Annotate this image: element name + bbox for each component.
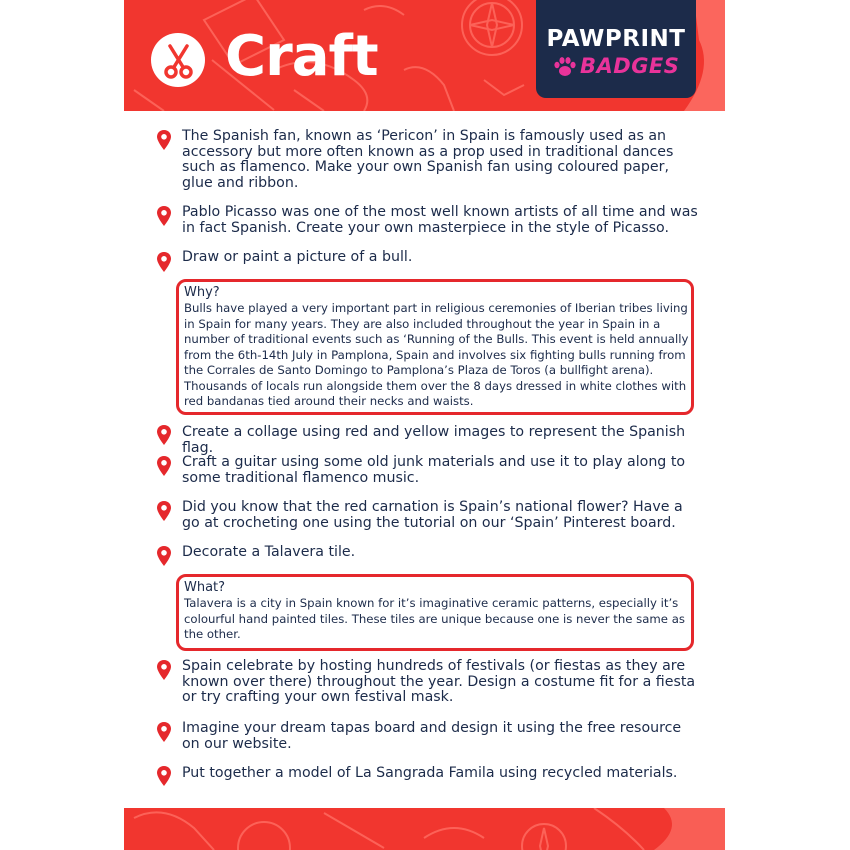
logo-text-pawprint: PAWPRINT (546, 26, 686, 52)
info-box-what (176, 574, 694, 651)
map-pin-icon (156, 500, 172, 522)
map-pin-icon (156, 424, 172, 446)
scissors-icon (151, 33, 205, 87)
scissors-badge (151, 33, 205, 87)
list-item: Create a collage using red and yellow images to represent the Spanish flag. (182, 424, 686, 456)
info-box-text: Talavera is a city in Spain known for it’s imaginative ceramic patterns, especially it’s colourful hand painted tiles. These tiles are unique because one is never the same as the other. (184, 596, 685, 641)
info-box-why (176, 279, 694, 415)
footer-doodles (124, 808, 725, 850)
map-pin-icon (156, 205, 172, 227)
list-item: Pablo Picasso was one of the most well known artists of all time and was in fact Spanish. Create your own masterpiece in the style of Picasso. (182, 204, 698, 236)
page-title: Craft (225, 24, 378, 89)
footer-banner (124, 808, 725, 850)
map-pin-icon (156, 721, 172, 743)
list-item: Craft a guitar using some old junk materials and use it to play along to some traditional flamenco music. (182, 454, 686, 486)
list-item: Put together a model of La Sangrada Famila using recycled materials. (182, 765, 678, 781)
map-pin-icon (156, 251, 172, 273)
list-item: Draw or paint a picture of a bull. (182, 249, 413, 265)
list-item: Decorate a Talavera tile. (182, 544, 356, 560)
list-item: Did you know that the red carnation is Spain’s national flower? Have a go at crocheting one using the tutorial on our ‘Spain’ Pinterest board. (182, 499, 683, 531)
header-banner (124, 0, 725, 111)
pawprint-badges-logo (536, 0, 696, 98)
info-box-text: Bulls have played a very important part in religious ceremonies of Iberian tribes living in Spain for many years. They are also included throughout the year in Spain in a number of traditional events such as ‘Running of the Bulls. This event is held annually from the 6th-14th July in Pamplona, Spain and involves six fighting bulls running from the Corrales de Santo Domingo to Pamplona’s Plaza de Toros (a bullfight arena). Thousands of locals run alongside them over the 8 days dressed in white clothes with red bandanas tied around their necks and waists. (184, 301, 689, 408)
map-pin-icon (156, 659, 172, 681)
map-pin-icon (156, 455, 172, 477)
map-pin-icon (156, 765, 172, 787)
list-item: Spain celebrate by hosting hundreds of festivals (or fiestas as they are known over there) throughout the year. Design a costume fit for a fiesta or try crafting your own festival mask. (182, 658, 696, 706)
craft-page (124, 0, 725, 850)
logo-text-badges: BADGES (580, 54, 680, 78)
list-item: Imagine your dream tapas board and design it using the free resource on our website. (182, 720, 682, 752)
list-item: The Spanish fan, known as ‘Pericon’ in Spain is famously used as an accessory but more often known as a prop used in traditional dances such as flamenco. Make your own Spanish fan using coloured paper, glue and ribbon. (182, 128, 674, 191)
map-pin-icon (156, 545, 172, 567)
paw-icon (553, 56, 577, 78)
map-pin-icon (156, 129, 172, 151)
info-box-title: Why? (184, 285, 220, 300)
info-box-title: What? (184, 580, 226, 595)
